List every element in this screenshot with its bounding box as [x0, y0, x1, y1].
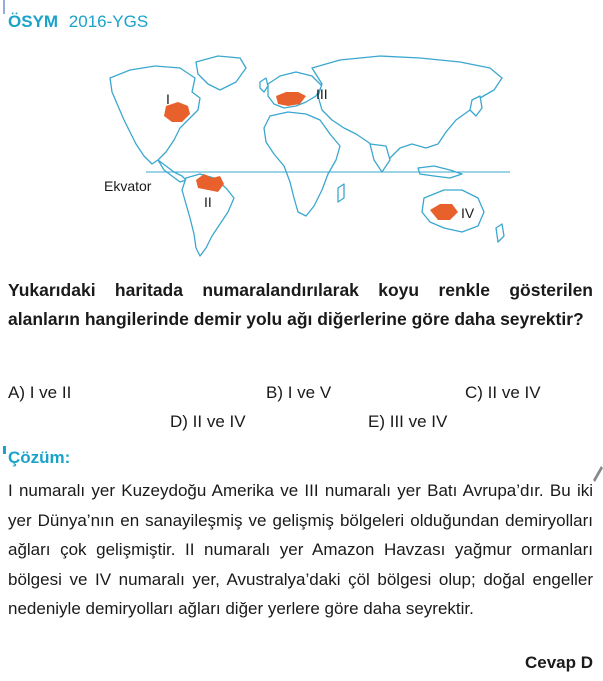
- africa-shape: [264, 112, 340, 216]
- option-e[interactable]: E) III ve IV: [368, 412, 448, 431]
- world-map: [100, 48, 510, 263]
- region-label-i: I: [166, 91, 170, 107]
- region-label-ii: II: [204, 194, 212, 210]
- exam-header: [8, 12, 148, 32]
- option-b[interactable]: B) I ve V: [266, 383, 332, 402]
- new-zealand-shape: [496, 224, 504, 242]
- greenland-shape: [196, 56, 246, 90]
- option-c[interactable]: C) II ve IV: [465, 383, 541, 402]
- equator-label: Ekvator: [104, 178, 152, 194]
- page-edge-mark: [3, 0, 5, 14]
- region-label-iv: IV: [461, 205, 475, 221]
- region-label-iii: III: [316, 86, 328, 102]
- uk-shape: [260, 78, 268, 92]
- option-a[interactable]: A) I ve II: [8, 383, 72, 402]
- india-shape: [370, 144, 390, 172]
- world-map-svg: [100, 48, 510, 263]
- question-text: Yukarıdaki haritada numaralandırılarak koyu renkle gösterilen alanların hangilerinde demir yolu ağı diğerlerine göre daha seyrektir?: [8, 280, 593, 329]
- option-d[interactable]: D) II ve IV: [170, 412, 246, 431]
- solution-text: I numaralı yer Kuzeydoğu Amerika ve III numaralı yer Batı Avrupa’dır. Bu iki yer Dünya’nın en sanayileşmiş ve gelişmiş bölgeleri olduğundan demiryolları ağları çok gelişmiştir. II numaralı yer Amazon Havzası yağmur ormanları bölgesi ve IV numaralı yer, Avustralya’daki çöl bölgesi olup; doğal engeller nedeniyle demiryolları ağları diğer yerlere göre daha seyrektir.: [8, 481, 593, 618]
- exam-name: ÖSYM: [8, 12, 59, 31]
- answer-label: Cevap D: [524, 653, 593, 672]
- central-america-shape: [158, 160, 186, 182]
- exam-year: 2016-YGS: [68, 12, 149, 31]
- solution-title: Çözüm:: [8, 448, 71, 467]
- madagascar-shape: [338, 184, 344, 202]
